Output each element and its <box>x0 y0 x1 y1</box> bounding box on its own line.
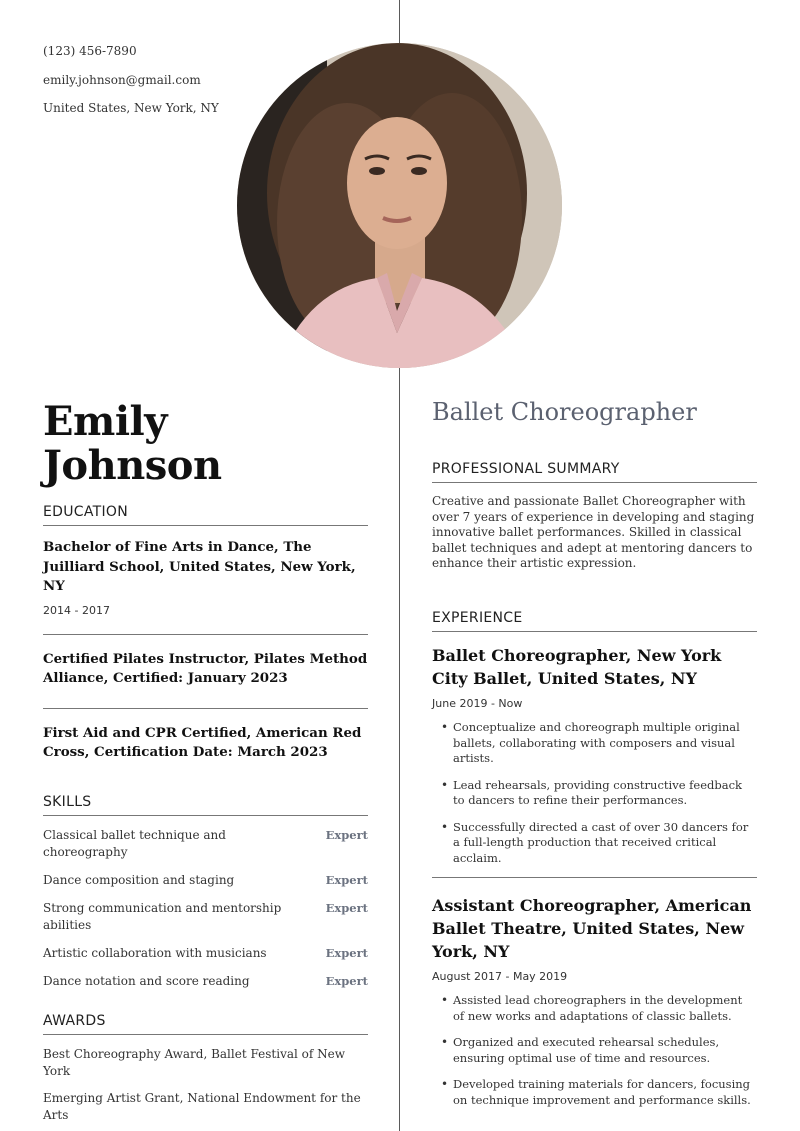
skill-level: Expert <box>325 974 368 988</box>
awards-heading: AWARDS <box>43 1013 368 1035</box>
location-text: United States, New York, NY <box>43 101 219 115</box>
skills-section <box>43 794 368 1001</box>
bullet-item: • Developed training materials for dancers, focusing on technique improvement and performance skills. <box>432 1077 757 1108</box>
role-bullets <box>432 993 757 1108</box>
contact-block <box>43 43 219 129</box>
skill-level: Expert <box>325 901 368 915</box>
skill-name: Dance composition and staging <box>43 873 235 887</box>
first-name: Emily <box>43 398 167 445</box>
role-title: Ballet Choreographer, New York City Ballet, United States, NY <box>432 646 722 688</box>
bullet-item: • Assisted lead choreographers in the development of new works and adaptations of classic ballets. <box>432 993 757 1024</box>
education-title: Bachelor of Fine Arts in Dance, The Juilliard School, United States, New York, NY <box>43 539 356 594</box>
experience-item <box>432 644 757 866</box>
last-name: Johnson <box>43 442 222 489</box>
awards-section <box>43 1013 368 1131</box>
education-title: Certified Pilates Instructor, Pilates Method Alliance, Certified: January 2023 <box>43 650 368 686</box>
job-title-block <box>432 397 757 427</box>
job-title: Ballet Choreographer <box>432 398 697 426</box>
skill-row <box>43 900 368 934</box>
skill-row <box>43 973 368 990</box>
role-date: June 2019 - Now <box>432 697 523 710</box>
role-title: Assistant Choreographer, American Ballet Theatre, United States, New York, NY <box>432 896 752 961</box>
education-item <box>43 650 368 689</box>
skills-heading: SKILLS <box>43 794 368 816</box>
skill-name: Classical ballet technique and choreography <box>43 828 226 859</box>
education-heading: EDUCATION <box>43 504 368 526</box>
bullet-item: • Conceptualize and choreograph multiple original ballets, collaborating with composers and visual artists. <box>432 720 757 767</box>
skill-name: Strong communication and mentorship abilities <box>43 901 282 932</box>
education-item <box>43 724 368 763</box>
skill-level: Expert <box>325 873 368 887</box>
bullet-item: • Lead rehearsals, providing constructive feedback to dancers to refine their performances. <box>432 778 757 809</box>
role-date: August 2017 - May 2019 <box>432 970 568 983</box>
education-date: 2014 - 2017 <box>43 603 110 617</box>
section-divider <box>43 634 368 635</box>
skill-level: Expert <box>325 828 368 842</box>
section-divider <box>432 877 757 878</box>
email-text: emily.johnson@gmail.com <box>43 72 201 87</box>
bullet-item: • Successfully directed a cast of over 30 dancers for a full-length production that received critical acclaim. <box>432 820 757 867</box>
profile-photo <box>237 43 562 368</box>
skill-row <box>43 945 368 962</box>
bullet-item: • Organized and executed rehearsal schedules, ensuring optimal use of time and resources. <box>432 1035 757 1066</box>
skill-row <box>43 872 368 889</box>
skill-row <box>43 827 368 861</box>
skill-name: Dance notation and score reading <box>43 974 250 988</box>
experience-section <box>432 610 757 1119</box>
experience-heading: EXPERIENCE <box>432 610 757 632</box>
phone-text: (123) 456-7890 <box>43 44 137 58</box>
skill-name: Artistic collaboration with musicians <box>43 946 267 960</box>
candidate-name <box>43 400 222 488</box>
summary-section <box>432 461 757 572</box>
skills-list <box>43 827 368 990</box>
summary-heading: PROFESSIONAL SUMMARY <box>432 461 757 483</box>
section-divider <box>43 708 368 709</box>
summary-text: Creative and passionate Ballet Choreographer with over 7 years of experience in developing and staging innovative ballet performances. Skilled in classical ballet techniques and adept at mentoring dancers to enhance their artistic expression. <box>432 494 755 570</box>
education-item <box>43 538 368 617</box>
education-section <box>43 504 368 763</box>
awards-list <box>43 1046 368 1124</box>
award-item: Emerging Artist Grant, National Endowment for the Arts <box>43 1091 361 1122</box>
education-title: First Aid and CPR Certified, American Red Cross, Certification Date: March 2023 <box>43 724 362 760</box>
profile-photo-illustration <box>237 43 562 368</box>
role-bullets <box>432 720 757 866</box>
experience-item <box>432 894 757 1108</box>
award-item: Best Choreography Award, Ballet Festival of New York <box>43 1047 346 1078</box>
skill-level: Expert <box>325 946 368 960</box>
